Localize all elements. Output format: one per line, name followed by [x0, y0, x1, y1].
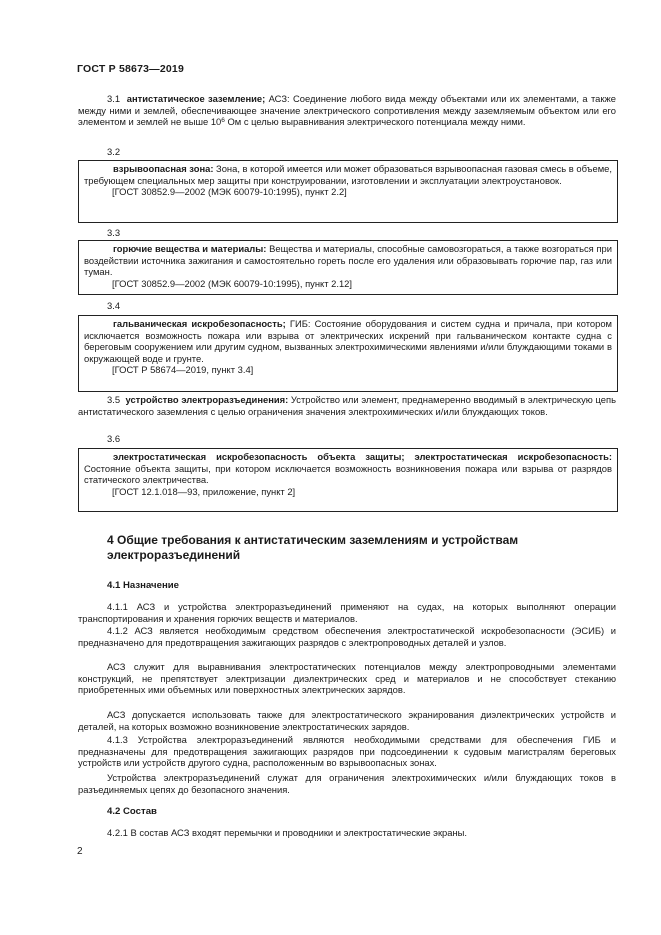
term-3-2-text — [84, 163, 612, 186]
subsection-4-2-heading: 4.2 Состав — [107, 806, 157, 817]
term-3-4-text — [84, 318, 612, 364]
term-3-6-number: 3.6 — [107, 433, 121, 444]
term-3-6-term: электростатическая искробезопасность объекта защиты; электростатическая искробезопасность: — [113, 451, 612, 462]
term-3-6-text — [84, 451, 612, 486]
term-3-1 — [78, 93, 616, 128]
paragraph-4-1-2: 4.1.2 АСЗ является необходимым средством обеспечения электростатической искробезопасности (ЭСИБ) и предназначено для предотвращения зажигающих разрядов с электропроводных деталей и узлов. — [78, 625, 616, 648]
term-3-3-box — [78, 240, 618, 295]
term-3-2-definition: Зона, в которой имеется или может образоваться взрывоопасная газовая смесь в объеме, требующем специальных мер защиты при конструировании, изготовлении и эксплуатации электроустановок. — [84, 163, 612, 186]
term-3-4-number: 3.4 — [107, 300, 121, 311]
paragraph-4-1-1: 4.1.1 АСЗ и устройства электроразъединений применяют на судах, на которых выполняют операции транспортирования и хранения горючих веществ и материалов. — [78, 601, 616, 624]
term-3-1-definition-a: Соединение любого вида между объектами или их элементами, а также между ними и землей, обеспечивающее значение электрического сопротивления между заземляемым объектом или его элементом и землей не выше 10 — [78, 93, 616, 128]
term-3-5-definition: Устройство или элемент, преднамеренно вводимый в электрическую цепь антистатического заземления с целью ограничения значения электрохимических и/или блуждающих токов. — [78, 394, 616, 417]
term-3-5 — [78, 394, 616, 417]
term-3-4-definition: ГИБ: Состояние оборудования и систем судна и причала, при котором исключается возможность пожара или взрыва от электрических искрений при гальваническом контакте судна с береговым сооружением или другим судном, вызванных электрохимическими явлениями и/или блуждающими токами в окружающей воде и грунте. — [84, 318, 613, 364]
term-3-3-reference: [ГОСТ 30852.9—2002 (МЭК 60079-10:1995), пункт 2.12] — [112, 277, 353, 289]
paragraph-4-1-2-b: АСЗ служит для выравнивания электростатических потенциалов между электропроводными элементами конструкций, не препятствует электризации диэлектрических сред и материалов и не способствует стеканию приобретенных ими объемных или поверхностных электрических зарядов. — [78, 661, 616, 696]
term-3-4-term: гальваническая искробезопасность; — [113, 318, 286, 329]
term-3-1-abbr: АСЗ: — [265, 93, 290, 104]
term-3-3-term: горючие вещества и материалы: — [113, 243, 267, 254]
term-3-5-number: 3.5 — [107, 394, 121, 405]
paragraph-4-2-1: 4.2.1 В состав АСЗ входят перемычки и проводники и электростатические экраны. — [107, 827, 467, 838]
term-3-2-reference: [ГОСТ 30852.9—2002 (МЭК 60079-10:1995), пункт 2.2] — [112, 186, 347, 198]
term-3-2-number: 3.2 — [107, 146, 121, 157]
term-3-3-number: 3.3 — [107, 227, 121, 238]
term-3-3-definition: Вещества и материалы, способные самовозгораться, а также возгораться при воздействии источника зажигания и самостоятельно гореть после его удаления или образовывать горючие пар, газ или туман. — [84, 243, 613, 278]
paragraph-4-1-2-c: АСЗ допускается использовать также для электростатического экранирования диэлектрических устройств и деталей, на которых возможно возникновение электростатических зарядов. — [78, 709, 616, 732]
term-3-5-term: устройство электроразъединения: — [125, 394, 289, 405]
term-3-6-reference: [ГОСТ 12.1.018—93, приложение, пункт 2] — [112, 485, 296, 497]
term-3-1-term: антистатическое заземление; — [126, 93, 266, 104]
term-3-1-definition-b: Ом с целью выравнивания электрического потенциала между ними. — [224, 116, 526, 128]
paragraph-4-1-3-b: Устройства электроразъединений служат для ограничения электрохимических и/или блуждающих токов в разъединяемых цепях до безопасного значения. — [78, 772, 616, 795]
term-3-6-box — [78, 448, 618, 512]
section-4-heading: 4 Общие требования к антистатическим заземлениям и устройствам электроразъединений — [107, 533, 519, 562]
page-number: 2 — [77, 846, 83, 857]
term-3-3-text — [84, 243, 612, 278]
term-3-2-box — [78, 160, 618, 223]
term-3-2-term: взрывоопасная зона: — [113, 163, 214, 174]
term-3-1-exponent: 6 — [221, 117, 225, 125]
term-3-4-reference: [ГОСТ Р 58674—2019, пункт 3.4] — [112, 364, 254, 376]
term-3-6-definition: Состояние объекта защиты, при котором исключается возможность возникновения пожара или взрыва от разрядов статического электричества. — [84, 462, 612, 486]
standard-header: ГОСТ Р 58673—2019 — [77, 63, 185, 75]
term-3-1-number: 3.1 — [107, 93, 121, 104]
paragraph-4-1-3: 4.1.3 Устройства электроразъединений являются необходимыми средствами для обеспечения ГИБ и предназначены для предотвращения зажигающих разрядов при подсоединении к судовым магистралям береговых устройств или устройств другого судна, расположенным во взрывоопасных зонах. — [78, 734, 616, 769]
term-3-4-box — [78, 315, 618, 392]
subsection-4-1-heading: 4.1 Назначение — [107, 580, 179, 591]
